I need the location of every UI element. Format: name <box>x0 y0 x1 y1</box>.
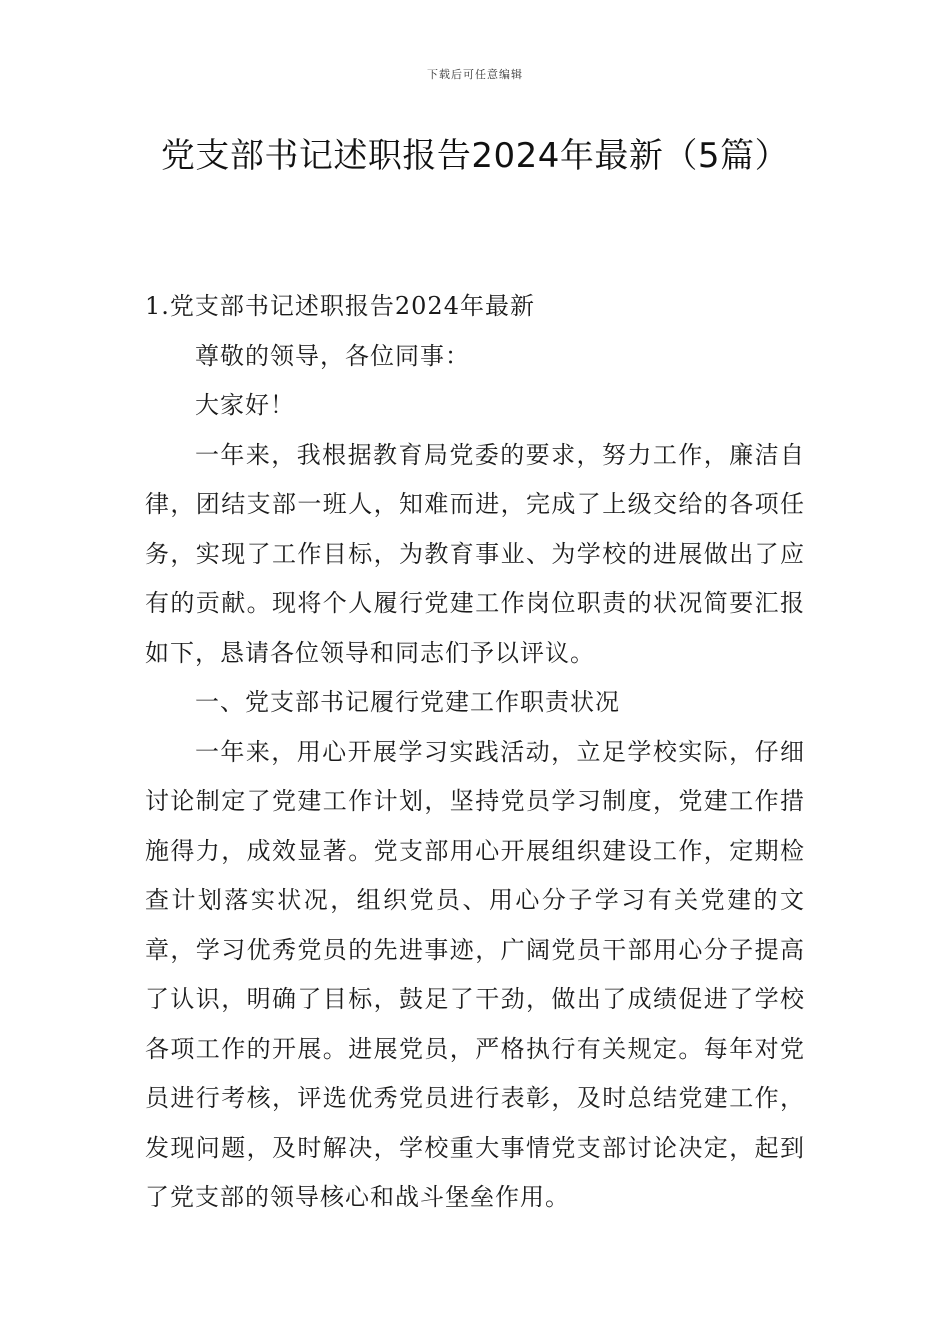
greeting: 大家好！ <box>195 391 295 419</box>
section-heading: 1.党支部书记述职报告2024年最新 <box>145 292 535 320</box>
document-title: 党支部书记述职报告2024年最新（5篇） <box>160 136 790 176</box>
paragraph-duties: 一年来，用心开展学习实践活动，立足学校实际，仔细讨论制定了党建工作计划，坚持党员学习制度，党建工作措施得力，成效显著。党支部用心开展组织建设工作，定期检查计划落实状况，组织党员、用心分子学习有关党建的文章，学习优秀党员的先进事迹，广阔党员干部用心分子提高了认识，明确了目标，鼓足了干劲，做出了成绩促进了学校各项工作的开展。进展党员，严格执行有关规定。每年对党员进行考核，评选优秀党员进行表彰，及时总结党建工作，发现问题，及时解决，学校重大事情党支部讨论决定，起到了党支部的领导核心和战斗堡垒作用。 <box>145 737 805 1211</box>
paragraph-intro: 一年来，我根据教育局党委的要求，努力工作，廉洁自律，团结支部一班人，知难而进，完成了上级交给的各项任务，实现了工作目标，为教育事业、为学校的进展做出了应有的贡献。现将个人履行党建工作岗位职责的状况简要汇报如下，恳请各位领导和同志们予以评议。 <box>145 440 805 667</box>
subheading: 一、党支部书记履行党建工作职责状况 <box>195 688 620 716</box>
document-body <box>145 282 805 1223</box>
salutation: 尊敬的领导，各位同事： <box>195 341 470 370</box>
header-note: 下载后可任意编辑 <box>427 68 523 81</box>
